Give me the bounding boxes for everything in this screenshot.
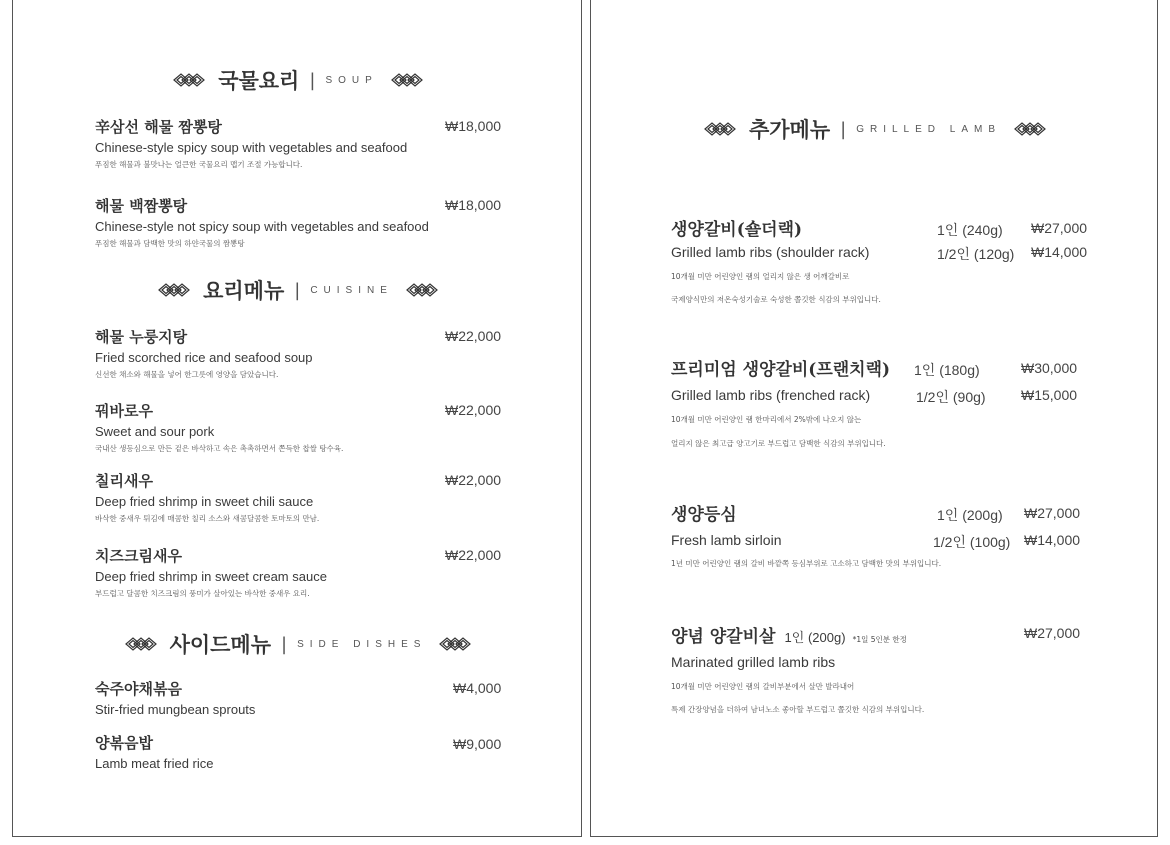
section-title-en: SOUP — [325, 74, 378, 86]
menu-item-price: ₩14,000 — [1024, 532, 1081, 548]
menu-item — [95, 195, 429, 249]
menu-item-name-en: Marinated grilled lamb ribs — [671, 654, 836, 670]
menu-item-price: ₩27,000 — [1031, 220, 1088, 236]
menu-item — [95, 732, 214, 771]
menu-item-price: ₩18,000 — [445, 118, 502, 134]
menu-item-name: 해물 백짬뽕탕 — [95, 197, 188, 215]
portion-label: 1/2인 (100g) — [933, 534, 1011, 550]
section-title-en: GRILLED LAMB — [856, 123, 1002, 135]
menu-item — [95, 326, 313, 380]
menu-item-description: 얼리지 않은 최고급 양고기로 부드럽고 담백한 식감의 부위입니다. — [671, 439, 886, 448]
menu-item-description: 바삭한 중새우 튀김에 매콤한 칠리 소스와 새콤달콤한 토마토의 만남. — [95, 514, 320, 523]
menu-item-name-en: Lamb meat fried rice — [95, 756, 214, 771]
menu-item-name: 생양등심 — [671, 505, 737, 525]
menu-item-price: ₩18,000 — [445, 197, 502, 213]
menu-item-name-en: Fried scorched rice and seafood soup — [95, 350, 313, 365]
portion-label: 1인 (180g) — [914, 362, 980, 378]
menu-item-name: 치즈크림새우 — [95, 547, 182, 565]
section-title-ko: 추가메뉴 — [748, 117, 831, 142]
menu-item-price: ₩30,000 — [1021, 360, 1078, 376]
section-divider: | — [281, 633, 288, 655]
portion-label: 1/2인 (90g) — [916, 389, 986, 405]
menu-item-description: 1년 미만 어린양인 램의 갈비 바깥쪽 등심부위로 고소하고 담백한 맛의 부위입니다. — [671, 559, 942, 568]
section-divider: | — [294, 279, 301, 301]
ornament-icon — [1013, 121, 1047, 137]
menu-item-price: ₩14,000 — [1031, 244, 1088, 260]
menu-item-name: 양념 양갈비살 — [671, 627, 776, 647]
menu-item-description: 신선한 채소와 해물을 넣어 한그릇에 영양을 담았습니다. — [95, 370, 279, 379]
menu-item — [95, 470, 319, 524]
section-header-side-dishes — [13, 629, 583, 659]
menu-item-description: 부드럽고 달콤한 치즈크림의 풍미가 살아있는 바삭한 중새우 요리. — [95, 589, 310, 598]
ornament-icon — [703, 121, 737, 137]
menu-item-title-row — [671, 622, 907, 647]
section-title-ko: 국물요리 — [218, 68, 300, 93]
ornament-icon — [124, 636, 158, 652]
menu-item-name-en: Deep fried shrimp in sweet chili sauce — [95, 494, 314, 509]
section-title-ko: 사이드메뉴 — [169, 632, 271, 657]
menu-item-name-en: Fresh lamb sirloin — [671, 532, 782, 548]
section-header-grilled-lamb — [591, 114, 1159, 144]
menu-item-name-en: Grilled lamb ribs (shoulder rack) — [671, 244, 870, 260]
menu-item-description: 10개월 미만 어린양인 램의 갈비부분에서 살만 발라내어 — [671, 682, 855, 691]
menu-item-name: 꿔바로우 — [95, 402, 153, 420]
menu-item-price: ₩15,000 — [1021, 387, 1078, 403]
menu-item-name-en: Deep fried shrimp in sweet cream sauce — [95, 569, 327, 584]
menu-item-description: 특제 간장양념을 더하여 남녀노소 좋아할 부드럽고 쫄깃한 식감의 부위입니다. — [671, 705, 925, 714]
section-title-ko: 요리메뉴 — [203, 278, 285, 303]
section-title-en: CUISINE — [310, 284, 393, 296]
menu-item-description: 푸짐한 해물과 담백한 맛의 하얀국물의 짬뽕탕 — [95, 239, 245, 248]
section-header-soup — [13, 65, 583, 95]
menu-item — [95, 400, 343, 454]
menu-item-price: ₩22,000 — [445, 328, 502, 344]
menu-item-name-en: Chinese-style spicy soup with vegetables and seafood — [95, 140, 408, 155]
menu-page-right — [590, 0, 1158, 837]
menu-item-description: 푸짐한 해물과 불맛나는 얼큰한 국물요리 맵기 조절 가능합니다. — [95, 160, 303, 169]
menu-item-name: 양볶음밥 — [95, 734, 153, 752]
menu-item-price: ₩22,000 — [445, 472, 502, 488]
portion-label: 1인 (200g) — [937, 507, 1003, 523]
menu-item-description: 국내산 생등심으로 만든 겉은 바삭하고 속은 촉촉하면서 쫀득한 찹쌀 탕수육. — [95, 444, 344, 453]
menu-item-name: 프리미엄 생양갈비(프랜치랙) — [671, 360, 891, 380]
menu-item-name: 생양갈비(숄더랙) — [671, 220, 803, 240]
ornament-icon — [157, 282, 191, 298]
menu-item-description: 10개월 미만 어린양인 램의 얼리지 않은 생 어깨갈비로 — [671, 272, 850, 281]
ornament-icon — [438, 636, 472, 652]
menu-item — [95, 678, 255, 717]
limit-note: *1일 5인분 한정 — [852, 635, 907, 644]
menu-item-name-en: Chinese-style not spicy soup with vegetables and seafood — [95, 219, 429, 234]
menu-item-name: 辛삼선 해물 짬뽕탕 — [95, 118, 222, 136]
ornament-icon — [405, 282, 439, 298]
menu-item-price: ₩9,000 — [453, 736, 502, 752]
menu-item-name: 칠리새우 — [95, 472, 153, 490]
ornament-icon — [172, 72, 206, 88]
menu-item-name: 해물 누룽지탕 — [95, 328, 188, 346]
menu-item-name-en: Stir-fried mungbean sprouts — [95, 702, 256, 717]
section-divider: | — [309, 69, 316, 91]
section-header-cuisine — [13, 275, 583, 305]
menu-item-name-en: Grilled lamb ribs (frenched rack) — [671, 387, 871, 403]
menu-item-description: 10개월 미만 어린양인 램 한마리에서 2%밖에 나오지 않는 — [671, 415, 862, 424]
menu-item — [95, 116, 407, 170]
menu-item-name-en: Sweet and sour pork — [95, 424, 215, 439]
section-divider: | — [840, 118, 847, 140]
menu-item-price: ₩22,000 — [445, 547, 502, 563]
menu-item-name: 숙주야채볶음 — [95, 680, 182, 698]
menu-page-left — [12, 0, 582, 837]
ornament-icon — [390, 72, 424, 88]
portion-label: 1인 (240g) — [937, 222, 1003, 238]
portion-label: 1인 (200g) — [784, 630, 846, 645]
menu-item-price: ₩4,000 — [453, 680, 502, 696]
menu-item — [95, 545, 327, 599]
menu-item-description: 국제양식만의 저온숙성기술로 숙성한 쫄깃한 식감의 부위입니다. — [671, 295, 881, 304]
menu-item-price: ₩27,000 — [1024, 505, 1081, 521]
menu-item-price: ₩22,000 — [445, 402, 502, 418]
menu-item-price: ₩27,000 — [1024, 625, 1081, 641]
portion-label: 1/2인 (120g) — [937, 246, 1015, 262]
section-title-en: SIDE DISHES — [297, 638, 427, 650]
